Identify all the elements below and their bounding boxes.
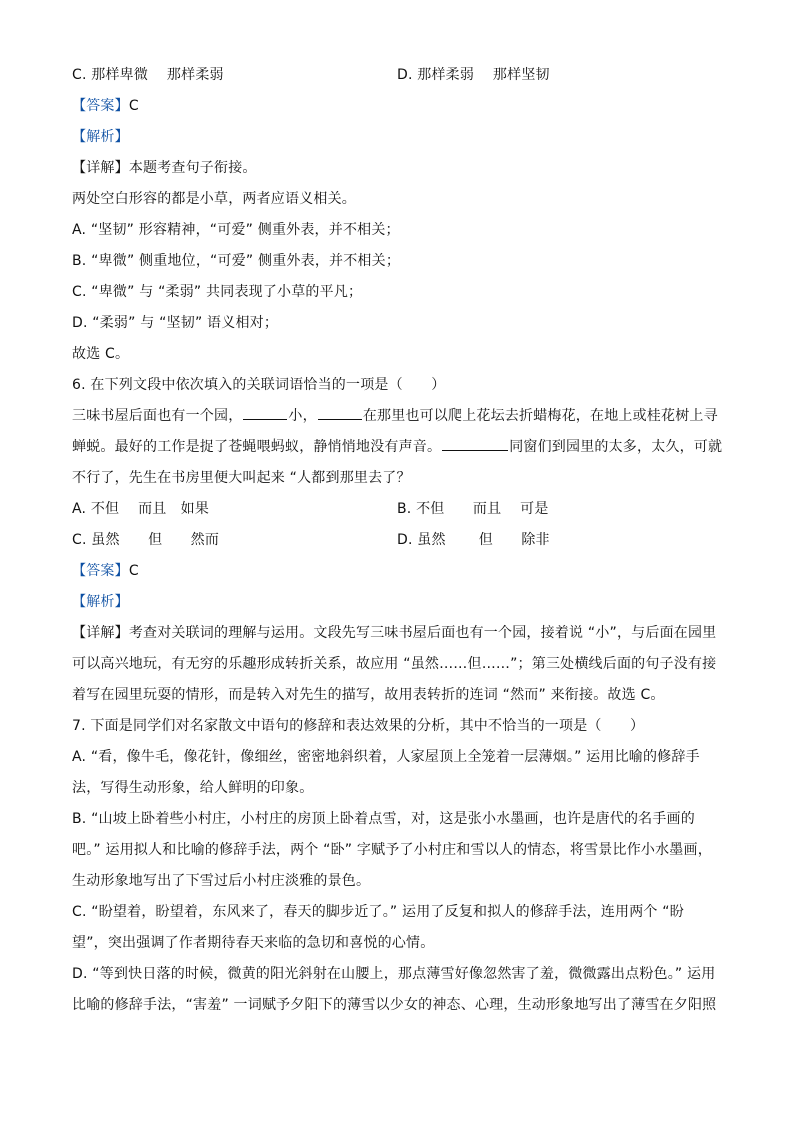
q5-detail-line: D. “柔弱” 与 “坚韧” 语义相对；: [72, 315, 279, 331]
answer-value: C: [128, 98, 139, 114]
q5-option-d: D. 那样柔弱 那样坚韧: [397, 67, 550, 83]
q5-detail-line: 故选 C。: [72, 346, 130, 362]
detail-tag: 【详解】: [72, 625, 129, 641]
analysis-tag: 【解析】: [72, 594, 129, 610]
q5-option-c: C. 那样卑微 那样柔弱: [72, 67, 224, 83]
q6-passage-line: 不行了，先生在书房里便大叫起来 “人都到那里去了？: [72, 470, 411, 486]
q6-detail-line: 可以高兴地玩，有无穷的乐趣形成转折关系，故应用 “虽然……但……”；第三处横线后面的句子没有接: [72, 656, 717, 672]
q7-option-b-line: 吧。” 运用拟人和比喻的修辞手法，两个 “卧” 字赋予了小村庄和雪以人的情态，将雪景比作小水墨画，: [72, 842, 712, 858]
analysis-tag: 【解析】: [72, 129, 129, 145]
q6-option-c: C. 虽然 但 然而: [72, 532, 220, 548]
q5-answer: [72, 91, 722, 122]
q7-option-c-line: 望”，突出强调了作者期待春天来临的急切和喜悦的心情。: [72, 935, 435, 951]
q7-option-b-line: 生动形象地写出了下雪过后小村庄淡雅的景色。: [72, 873, 371, 889]
q5-detail-line: [72, 153, 722, 184]
q6-answer: [72, 556, 722, 587]
passage-text: 蝉蜕。最好的工作是捉了苍蝇喂蚂蚁，静悄悄地没有声音。: [72, 439, 442, 455]
q5-detail-line: C. “卑微” 与 “柔弱” 共同表现了小草的平凡；: [72, 284, 363, 300]
passage-text: 小，: [288, 408, 317, 424]
q6-detail-line: [72, 618, 722, 649]
passage-text: 三味书屋后面也有一个园，: [72, 408, 243, 424]
q5-analysis-heading: [72, 122, 722, 153]
q6-options-row-cd: [72, 525, 722, 556]
q6-options-row-ab: [72, 494, 722, 525]
q6-option-b: B. 不但 而且 可是: [397, 501, 549, 517]
q7-option-a-line: 法，写得生动形象，给人鲜明的印象。: [72, 780, 314, 796]
q7-option-d-line: D. “等到快日落的时候，微黄的阳光斜射在山腰上，那点薄雪好像忽然害了羞，微微露出点粉色。” 运用: [72, 966, 716, 982]
q5-detail-line: B. “卑微” 侧重地位，“可爱” 侧重外表，并不相关；: [72, 253, 401, 269]
answer-tag: 【答案】: [72, 98, 129, 114]
q6-option-d: D. 虽然 但 除非: [397, 532, 550, 548]
detail-text: 考查对关联词的理解与运用。文段先写三味书屋后面也有一个园，接着说 “小”，与后面在园里: [128, 625, 717, 641]
detail-text: 本题考查句子衔接。: [128, 160, 257, 176]
passage-text: 在那里也可以爬上花坛去折蜡梅花，在地上或桂花树上寻: [362, 408, 718, 424]
q6-stem: 6. 在下列文段中依次填入的关联词语恰当的一项是（ ）: [72, 377, 446, 393]
detail-tag: 【详解】: [72, 160, 129, 176]
fill-blank-1: [243, 404, 287, 420]
q6-passage-line: [72, 432, 722, 463]
q6-detail-line: 着写在园里玩耍的情形，而是转入对先生的描写，故用表转折的连词 “然而” 来衔接。故选 C。: [72, 687, 665, 703]
answer-tag: 【答案】: [72, 563, 129, 579]
fill-blank-2: [318, 404, 362, 420]
q6-analysis-heading: [72, 587, 722, 618]
q7-option-a-line: A. “看，像牛毛，像花针，像细丝，密密地斜织着，人家屋顶上全笼着一层薄烟。” 运用比喻的修辞手: [72, 749, 700, 765]
q7-option-b-line: B. “山坡上卧着些小村庄，小村庄的房顶上卧着点雪，对，这是张小水墨画，也许是唐代的名手画的: [72, 811, 695, 827]
q7-option-c-line: C. “盼望着，盼望着，东风来了，春天的脚步近了。” 运用了反复和拟人的修辞手法，连用两个 “盼: [72, 904, 684, 920]
q5-detail-line: A. “坚韧” 形容精神，“可爱” 侧重外表，并不相关；: [72, 222, 400, 238]
q7-stem: 7. 下面是同学们对名家散文中语句的修辞和表达效果的分析，其中不恰当的一项是（ ）: [72, 718, 645, 734]
answer-value: C: [128, 563, 139, 579]
q6-passage-line: [72, 401, 722, 432]
q5-detail-line: 两处空白形容的都是小草，两者应语义相关。: [72, 191, 356, 207]
passage-text: 同窗们到园里的太多，太久，可就: [509, 439, 723, 455]
q5-options-row-cd: [72, 60, 722, 91]
q6-option-a: A. 不但 而且 如果: [72, 501, 210, 517]
q7-option-d-line: 比喻的修辞手法，“害羞” 一词赋予夕阳下的薄雪以少女的神态、心理，生动形象地写出了薄雪在夕阳照: [72, 997, 717, 1013]
fill-blank-3: [442, 435, 508, 451]
document-page: [72, 60, 722, 1021]
